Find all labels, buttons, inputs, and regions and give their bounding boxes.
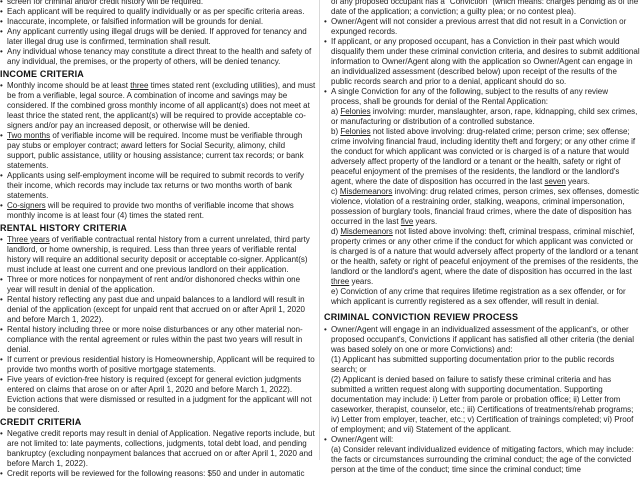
rental-list [0, 235, 316, 415]
review-item: (2) Applicant is denied based on failure to satisfy these criminal criteria and has submitted a written request along with supporting documentation. Supporting documentation may include: i) Letter from parole or probation office; ii) Letter from caseworker, therapist, counselor, etc.; iii) Certifications of treatments/rehab programs; iv) Letter from employer, teacher, etc.; v) Certification of trainings completed; vi) Proof of employment; and vii) Statement of the applicant. [331, 375, 634, 434]
rental-item: • Rental history reflecting any past due and unpaid balances to a landlord will result in denial of the application (except for unpaid rent that accrued on or after April 1, 2020 and before March 1, 2022). [0, 295, 316, 325]
intro-list [0, 0, 316, 67]
income-item: • Applicants using self-employment income will be required to submit records to verify their income, which records may include tax returns or two months worth of bank statements. [0, 171, 316, 201]
intro-item: • Each applicant will be required to qualify individually or as per specific criteria areas. [0, 7, 316, 17]
rental-item: • Three years of verifiable contractual rental history from a current unrelated, third party landlord, or home ownership, is required. Less than three years of verifiable rental history will require an additional security deposit or acceptable co-signer. Applicant(s) must include at least one current and one previous landlord on their application. [0, 235, 316, 275]
right-column [324, 0, 640, 475]
review-item: (a) Consider relevant individualized evidence of mitigating factors, which may include: the facts or circumstances surrounding the criminal conduct; the age of the convicted person at the time of the conduct; time since the criminal conduct; time [331, 445, 634, 474]
income-item: • Monthly income should be at least three times stated rent (excluding utilities), and must be from a verifiable, legal source. A combination of income and savings may be considered. If the combined gross monthly income of all applicant(s) does not meet at least thrice the stated rent, the applicant(s) will be required to provide acceptable co-signers and/or pay an increased deposit, or otherwise will be denied. [0, 81, 316, 131]
credit-criteria-heading: CREDIT CRITERIA [0, 417, 82, 427]
review-process-heading: CRIMINAL CONVICTION REVIEW PROCESS [324, 312, 519, 322]
intro-item: • Any applicant currently using illegal drugs will be denied. If approved for tenancy and later illegal drug use is confirmed, termination shall result. [0, 27, 316, 47]
intro-item: • screen for criminal and/or credit history will be required. [0, 0, 316, 7]
intro-item: • Any individual whose tenancy may constitute a direct threat to the health and safety of any individual, the premises, or the property of others, will be denied tenancy. [0, 47, 316, 67]
income-list [0, 81, 316, 221]
conviction-item: e) Conviction of any crime that requires lifetime registration as a sex offender, or for which applicant is currently registered as a sex offender, will result in denial. [331, 287, 626, 306]
intro-item: • Inaccurate, incomplete, or falsified information will be grounds for denial. [0, 17, 316, 27]
conviction-list [324, 107, 640, 307]
rental-history-heading: RENTAL HISTORY CRITERIA [0, 223, 128, 233]
review-list [324, 325, 640, 475]
income-item: • Two months of verifiable income will be required. Income must be verifiable through pay stubs or employer contract; award letters for Social Security, alimony, child support, public assistance, utility or housing assistance; current tax records; or bank statements. [0, 131, 316, 171]
criminal-item: • If applicant, or any proposed occupant, has a Conviction in their past which would disqualify them under these criminal conviction criteria, and desires to submit additional information to Owner/Agent along with the application so Owner/Agent can engage in an individualized assessment (described below) upon receipt of the results of the public records search and prior to a denial, applicant should do so. [324, 37, 640, 87]
criminal-item: • A single Conviction for any of the following, subject to the results of any review process, shall be grounds for denial of the Rental Application: [324, 87, 640, 107]
column-divider [319, 0, 320, 460]
conviction-item: c) Misdemeanors involving: drug related crimes, person crimes, sex offenses, domestic violence, violation of a restraining order, stalking, weapons, criminal impersonation, possession of burglary tools, financial fraud crimes, where the date of disposition has occurred in the last five years. [331, 187, 639, 226]
criminal-list [324, 0, 640, 107]
credit-item: • Credit reports will be reviewed for the following reasons: $50 and under in automatic [0, 469, 316, 479]
review-item: • Owner/Agent will: [324, 435, 640, 445]
rental-item: • Rental history including three or more noise disturbances or any other material non-compliance with the rental agreement or rules within the past two years will result in denial. [0, 325, 316, 355]
criminal-item: of any proposed occupant has a "Conviction" (which means: charges pending as of the date of the application; a conviction; a guilty plea; or no contest plea). [331, 0, 639, 16]
rental-item: • Five years of eviction-free history is required (except for general eviction judgments entered on claims that arose on or after April 1, 2020 and before March 1, 2022). Eviction actions that were dismissed or resulted in a judgment for the applicant will not be considered. [0, 375, 316, 415]
conviction-item: a) Felonies involving: murder, manslaughter, arson, rape, kidnapping, child sex crimes, or manufacturing or distribution of a controlled substance. [331, 107, 638, 126]
review-item: (1) Applicant has submitted supporting documentation prior to the public records search; or [331, 355, 615, 374]
credit-list [0, 429, 316, 479]
left-column [0, 0, 316, 479]
criminal-item: • Owner/Agent will not consider a previous arrest that did not result in a Conviction or expunged records. [324, 17, 640, 37]
income-criteria-heading: INCOME CRITERIA [0, 69, 84, 79]
rental-item: • If current or previous residential history is Homeownership, Applicant will be required to provide two months worth of positive mortgage statements. [0, 355, 316, 375]
rental-item: • Three or more notices for nonpayment of rent and/or dishonored checks within one year will result in denial of the application. [0, 275, 316, 295]
income-item: • Co-signers will be required to provide two months of verifiable income that shows monthly income is at least four (4) times the stated rent. [0, 201, 316, 221]
credit-item: • Negative credit reports may result in denial of Application. Negative reports include, but are not limited to: late payments, collections, judgments, total debt load, and pending bankruptcy (excluding nonpayment balances that accrued on or after April 1, 2020 and before March 1, 2022). [0, 429, 316, 469]
conviction-item: d) Misdemeanors not listed above involving: theft, criminal trespass, criminal mischief, property crimes or any other crime if the conduct for which applicant was convicted or is charged is of a nature that would adversely affect property of the landlord or a tenant or the health, safety or right of peaceful enjoyment of the premises of the residents, the landlord or the landlord's agent, where the date of disposition has occurred in the last three years. [331, 227, 639, 286]
conviction-item: b) Felonies not listed above involving: drug-related crime; person crime; sex offense; crime involving financial fraud, including identity theft and forgery; or any other crime if the conduct for which applicant was convicted or is charged is of a nature that would adversely affect property of the landlord or a tenant or the health, safety or right of peaceful enjoyment of the premises of the residents, the landlord or the landlord's agent, where the date of disposition has occurred in the last seven years. [331, 127, 636, 186]
review-item: • Owner/Agent will engage in an individualized assessment of the applicant's, or other proposed occupant's, Convictions if applicant has satisfied all other criteria (the denial was based solely on one or more Convictions) and: [324, 325, 640, 355]
